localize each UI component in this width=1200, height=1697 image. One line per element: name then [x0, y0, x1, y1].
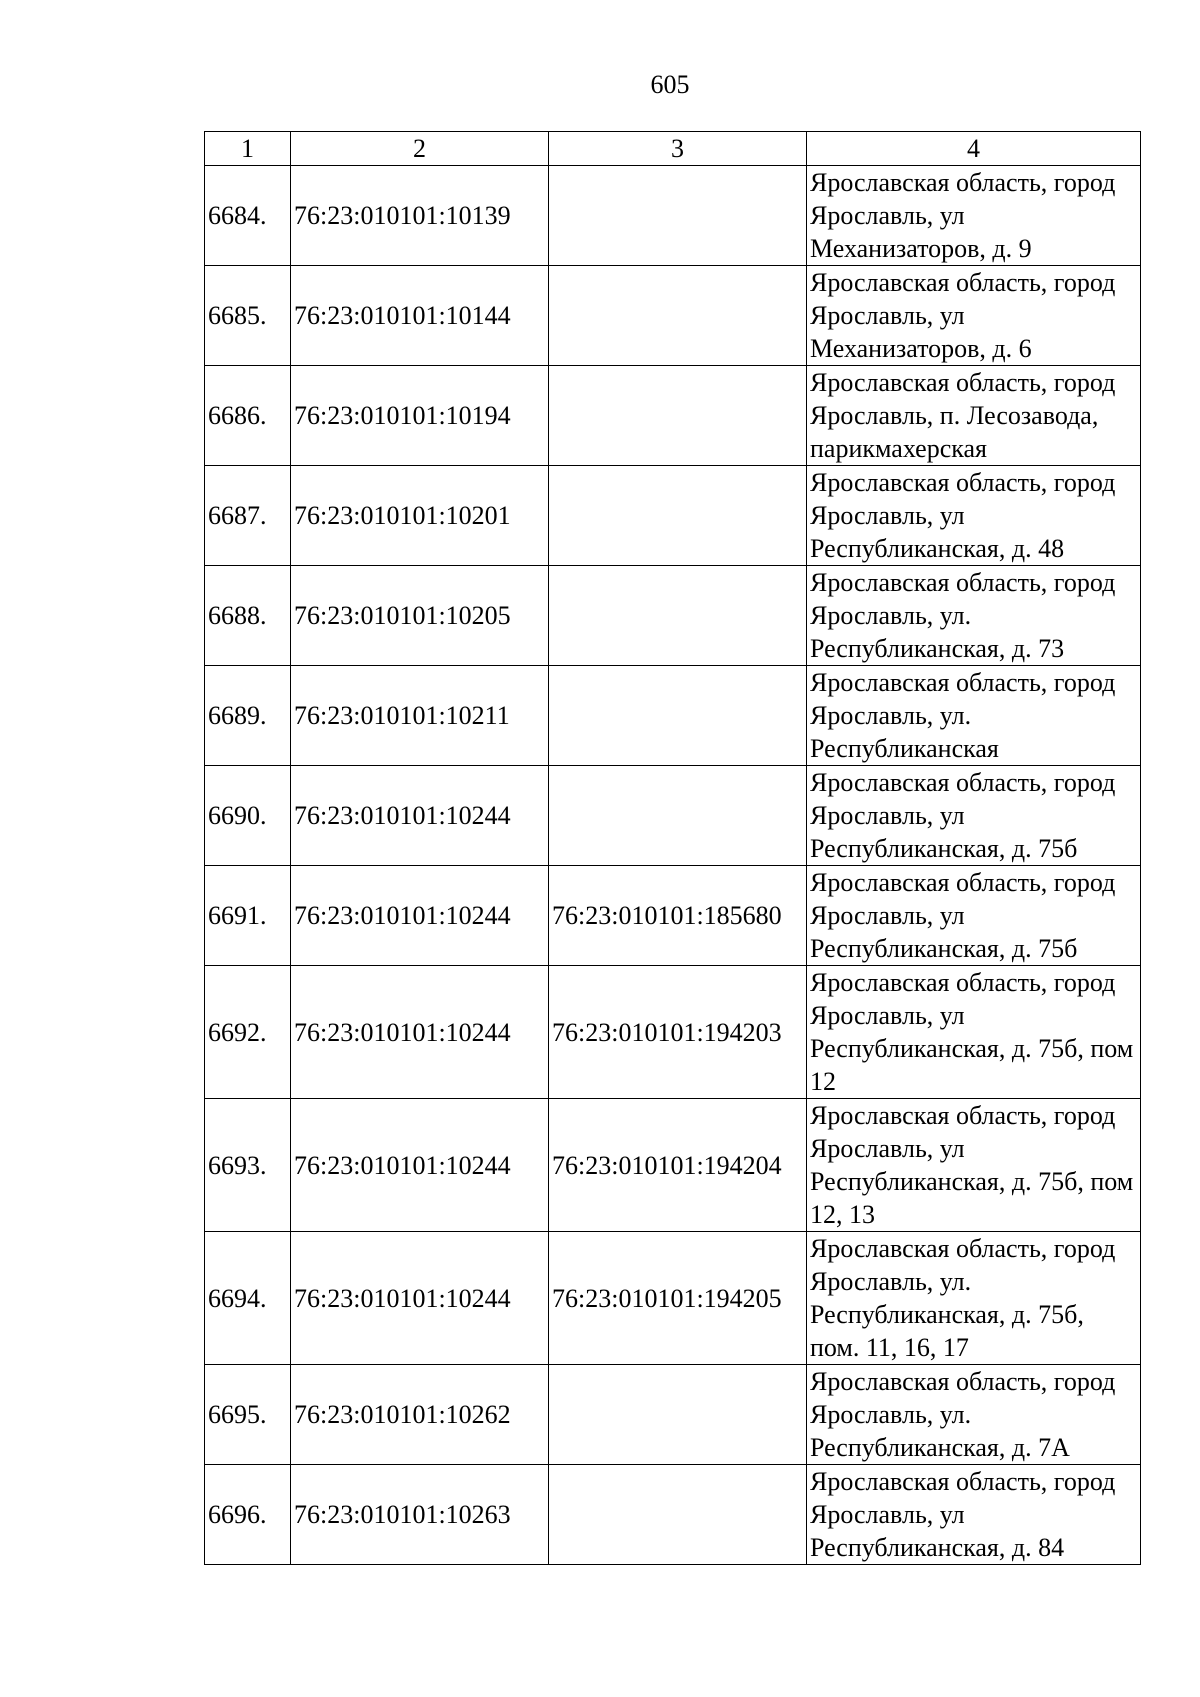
- cadastral-room-number: [549, 366, 807, 466]
- cadastral-number: 76:23:010101:10244: [291, 766, 549, 866]
- table-row: [205, 266, 1141, 366]
- cadastral-number: 76:23:010101:10211: [291, 666, 549, 766]
- address: Ярославская область, город Ярославль, ул Республиканская, д. 75б: [807, 766, 1141, 866]
- table-row: [205, 566, 1141, 666]
- table-row: [205, 1465, 1141, 1565]
- address: Ярославская область, город Ярославль, п. Лесозавода, парикмахерская: [807, 366, 1141, 466]
- row-number: 6684.: [205, 166, 291, 266]
- column-header: 3: [549, 132, 807, 166]
- row-number: 6695.: [205, 1365, 291, 1465]
- cadastral-room-number: 76:23:010101:194205: [549, 1232, 807, 1365]
- cadastral-room-number: [549, 166, 807, 266]
- cadastral-number: 76:23:010101:10263: [291, 1465, 549, 1565]
- cadastral-number: 76:23:010101:10244: [291, 966, 549, 1099]
- cadastral-number: 76:23:010101:10244: [291, 1099, 549, 1232]
- address: Ярославская область, город Ярославль, ул. Республиканская, д. 75б, пом. 11, 16, 17: [807, 1232, 1141, 1365]
- row-number: 6688.: [205, 566, 291, 666]
- table-row: [205, 1099, 1141, 1232]
- table-row: [205, 666, 1141, 766]
- table-row: [205, 466, 1141, 566]
- table-row: [205, 966, 1141, 1099]
- cadastral-number: 76:23:010101:10194: [291, 366, 549, 466]
- address: Ярославская область, город Ярославль, ул Республиканская, д. 75б, пом 12, 13: [807, 1099, 1141, 1232]
- cadastral-room-number: [549, 266, 807, 366]
- cadastral-room-number: [549, 566, 807, 666]
- table-row: [205, 366, 1141, 466]
- address: Ярославская область, город Ярославль, ул Механизаторов, д. 6: [807, 266, 1141, 366]
- table-row: [205, 1232, 1141, 1365]
- cadastral-room-number: 76:23:010101:194203: [549, 966, 807, 1099]
- cadastral-number: 76:23:010101:10244: [291, 1232, 549, 1365]
- page-number: 605: [650, 70, 690, 99]
- cadastral-room-number: [549, 666, 807, 766]
- table-row: [205, 166, 1141, 266]
- row-number: 6685.: [205, 266, 291, 366]
- address: Ярославская область, город Ярославль, ул Механизаторов, д. 9: [807, 166, 1141, 266]
- row-number: 6696.: [205, 1465, 291, 1565]
- cadastral-number: 76:23:010101:10139: [291, 166, 549, 266]
- row-number: 6693.: [205, 1099, 291, 1232]
- table-row: [205, 766, 1141, 866]
- row-number: 6694.: [205, 1232, 291, 1365]
- cadastral-room-number: [549, 466, 807, 566]
- row-number: 6687.: [205, 466, 291, 566]
- cadastral-room-number: 76:23:010101:185680: [549, 866, 807, 966]
- column-header: 4: [807, 132, 1141, 166]
- row-number: 6686.: [205, 366, 291, 466]
- row-number: 6691.: [205, 866, 291, 966]
- address: Ярославская область, город Ярославль, ул Республиканская, д. 75б: [807, 866, 1141, 966]
- row-number: 6690.: [205, 766, 291, 866]
- cadastral-room-number: [549, 1465, 807, 1565]
- column-header: 1: [205, 132, 291, 166]
- row-number: 6692.: [205, 966, 291, 1099]
- column-header: 2: [291, 132, 549, 166]
- address: Ярославская область, город Ярославль, ул Республиканская, д. 48: [807, 466, 1141, 566]
- cadastral-number: 76:23:010101:10144: [291, 266, 549, 366]
- address: Ярославская область, город Ярославль, ул Республиканская, д. 75б, пом 12: [807, 966, 1141, 1099]
- cadastral-number: 76:23:010101:10205: [291, 566, 549, 666]
- cadastral-number: 76:23:010101:10201: [291, 466, 549, 566]
- address: Ярославская область, город Ярославль, ул. Республиканская: [807, 666, 1141, 766]
- address: Ярославская область, город Ярославль, ул. Республиканская, д. 73: [807, 566, 1141, 666]
- table-row: [205, 866, 1141, 966]
- registry-table: [204, 131, 1141, 1565]
- table-header-row: [205, 132, 1141, 166]
- cadastral-room-number: [549, 766, 807, 866]
- cadastral-room-number: 76:23:010101:194204: [549, 1099, 807, 1232]
- cadastral-room-number: [549, 1365, 807, 1465]
- address: Ярославская область, город Ярославль, ул Республиканская, д. 84: [807, 1465, 1141, 1565]
- address: Ярославская область, город Ярославль, ул. Республиканская, д. 7А: [807, 1365, 1141, 1465]
- cadastral-number: 76:23:010101:10244: [291, 866, 549, 966]
- row-number: 6689.: [205, 666, 291, 766]
- cadastral-number: 76:23:010101:10262: [291, 1365, 549, 1465]
- table-row: [205, 1365, 1141, 1465]
